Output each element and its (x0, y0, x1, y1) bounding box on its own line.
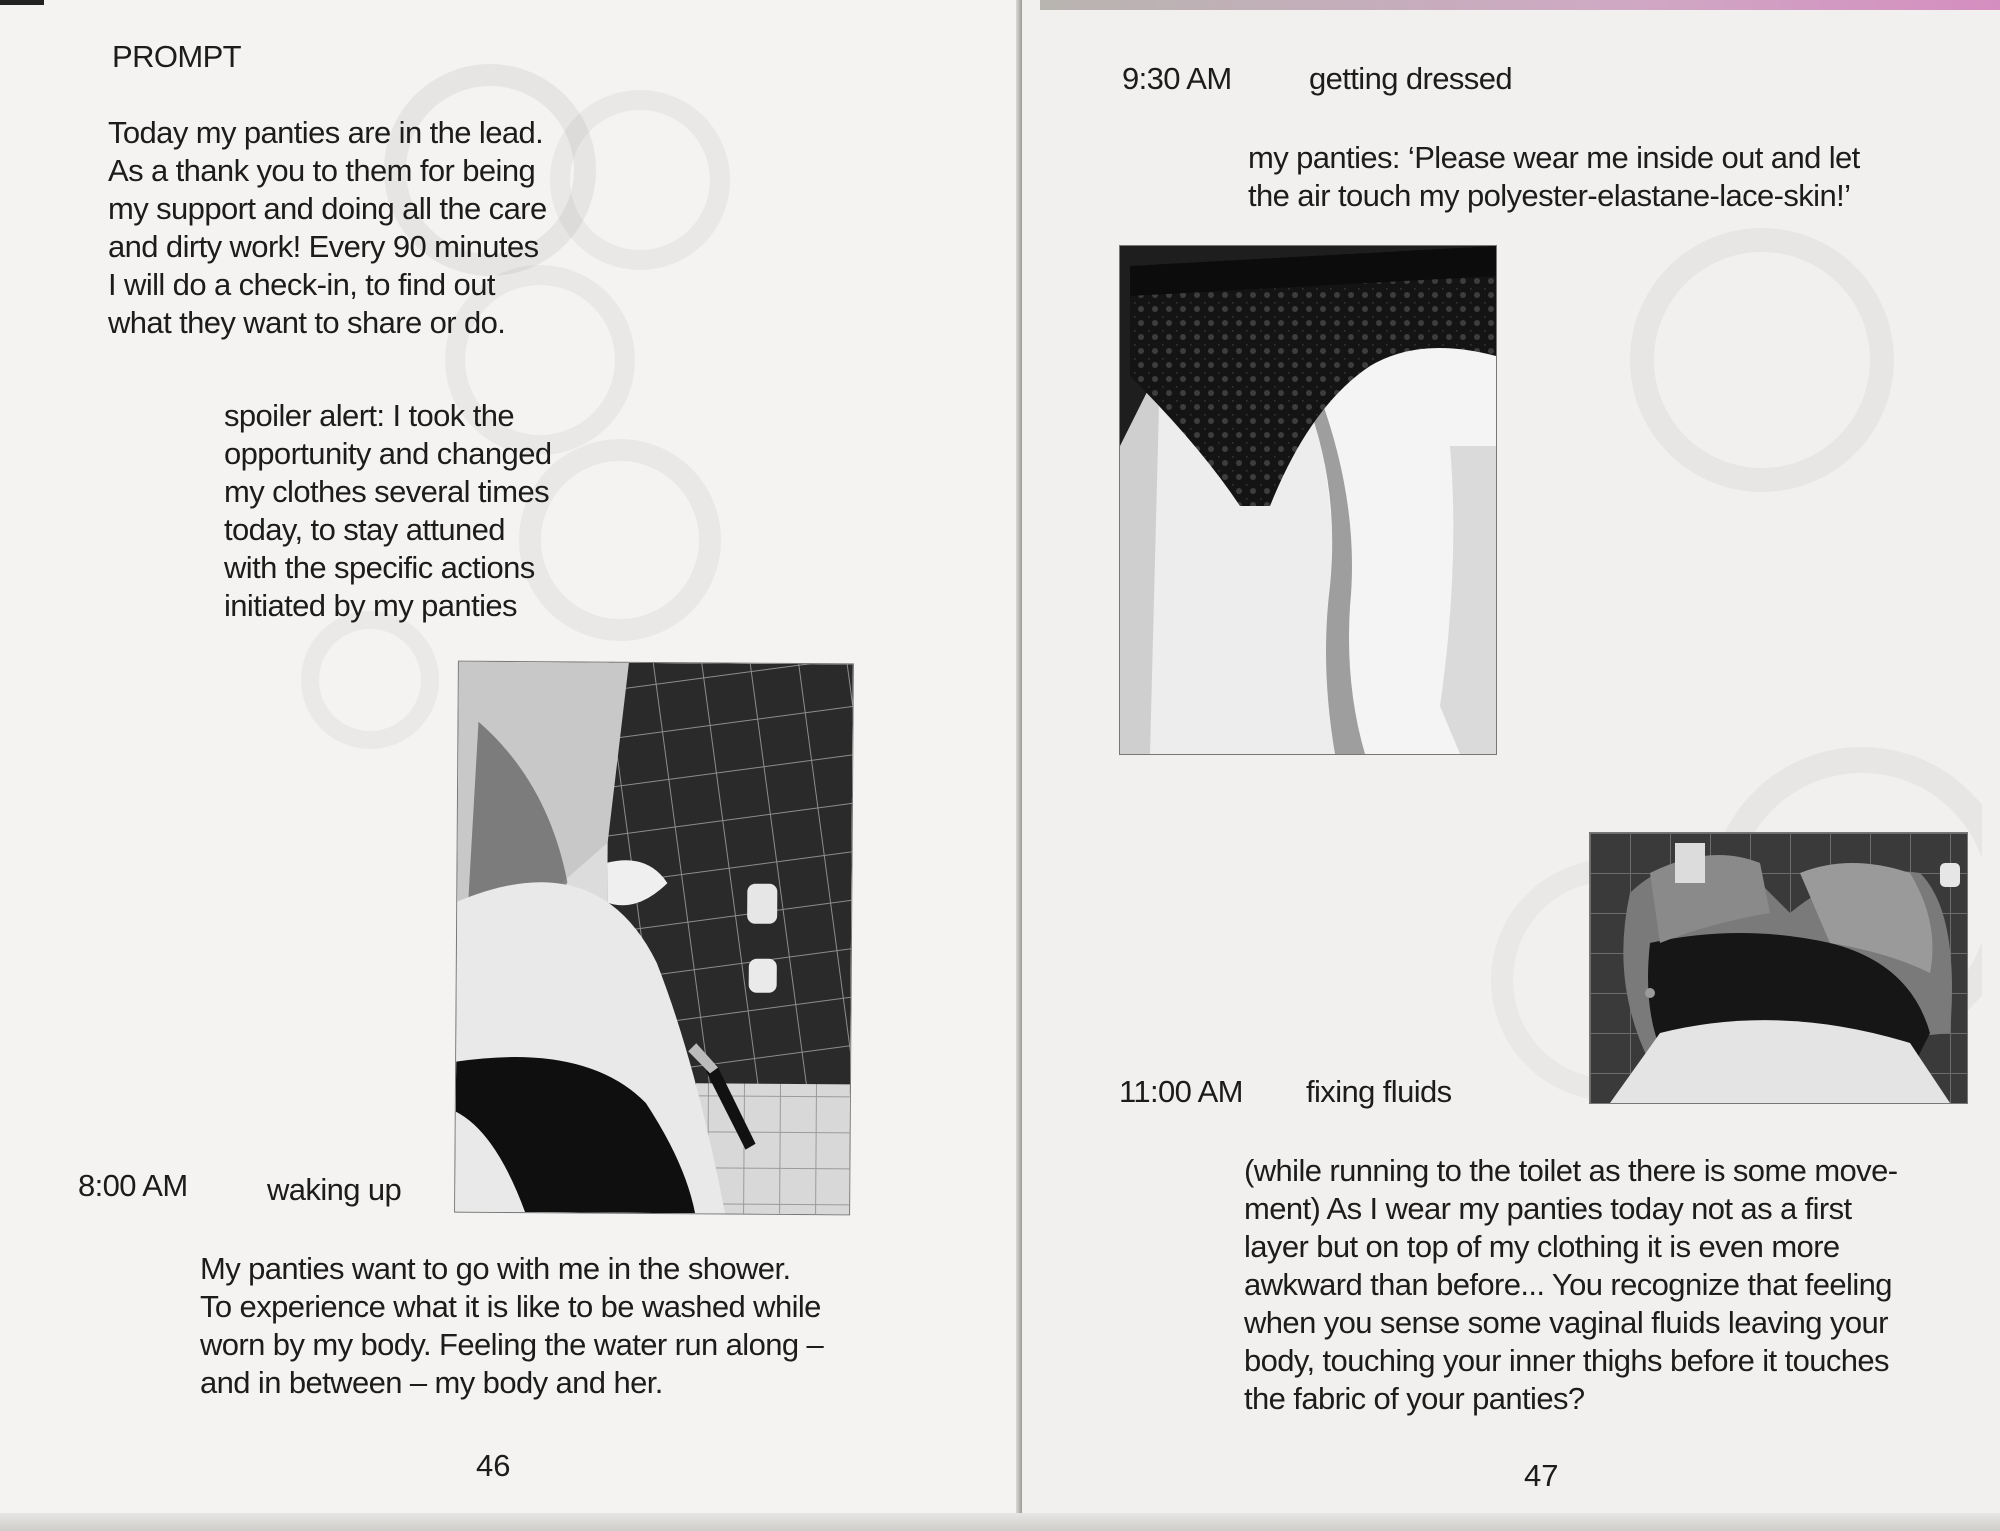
body-line: awkward than before... You recognize that feeling (1244, 1267, 1892, 1302)
lace-panties-photo (1119, 245, 1497, 755)
body-line: layer but on top of my clothing it is even more (1244, 1229, 1840, 1264)
intro-line: and dirty work! Every 90 minutes (108, 229, 539, 264)
toilet-illustration (1590, 833, 1967, 1103)
entry-time: 9:30 AM (1122, 61, 1232, 96)
corner-mark (0, 0, 44, 5)
body-line: My panties want to go with me in the shower. (200, 1251, 791, 1286)
page-number-left: 46 (476, 1448, 511, 1483)
body-line: and in between – my body and her. (200, 1365, 663, 1400)
top-edge (1040, 0, 2000, 10)
intro-paragraph (108, 114, 628, 342)
spoiler-line: today, to stay attuned (224, 512, 505, 547)
entry-title: waking up (267, 1172, 402, 1207)
spoiler-line: spoiler alert: I took the (224, 398, 514, 433)
body-line: (while running to the toilet as there is some move- (1244, 1153, 1898, 1188)
body-line: my panties: ‘Please wear me inside out and let (1248, 140, 1860, 175)
body-line: worn by my body. Feeling the water run along – (200, 1327, 824, 1362)
intro-line: I will do a check-in, to find out (108, 267, 495, 302)
entry-930-body (1248, 139, 1948, 215)
entry-8am-body (200, 1250, 900, 1402)
entry-title: getting dressed (1309, 61, 1512, 96)
spoiler-line: opportunity and changed (224, 436, 552, 471)
entry-8am-header (78, 1167, 478, 1205)
shower-photo-illustration (455, 662, 853, 1215)
spoiler-line: initiated by my panties (224, 588, 517, 623)
heading-text: PROMPT (112, 39, 242, 74)
spoiler-line: my clothes several times (224, 474, 549, 509)
intro-line: Today my panties are in the lead. (108, 115, 544, 150)
body-line: To experience what it is like to be washed while (200, 1289, 821, 1324)
intro-line: my support and doing all the care (108, 191, 547, 226)
body-line: the fabric of your panties? (1244, 1381, 1585, 1416)
body-line: the air touch my polyester-elastane-lace-skin!’ (1248, 178, 1851, 213)
body-line: ment) As I wear my panties today not as a first (1244, 1191, 1852, 1226)
entry-time: 8:00 AM (78, 1168, 188, 1203)
prompt-heading (112, 38, 241, 76)
lace-panties-illustration (1120, 246, 1496, 754)
intro-line: As a thank you to them for being (108, 153, 536, 188)
entry-1100-header (1119, 1073, 1619, 1111)
entry-930-header (1122, 60, 1622, 98)
body-line: body, touching your inner thighs before it touches (1244, 1343, 1889, 1378)
spoiler-line: with the specific actions (224, 550, 535, 585)
shower-photo (454, 661, 854, 1216)
bottom-edge (0, 1513, 2000, 1531)
body-line: when you sense some vaginal fluids leaving your (1244, 1305, 1888, 1340)
entry-title: fixing fluids (1306, 1074, 1452, 1109)
entry-time: 11:00 AM (1119, 1074, 1243, 1109)
spoiler-paragraph (224, 397, 624, 625)
page-number-right: 47 (1524, 1458, 1559, 1493)
entry-1100-body (1244, 1152, 1974, 1418)
toilet-photo (1589, 832, 1968, 1104)
right-page (1022, 0, 2000, 1531)
intro-line: what they want to share or do. (108, 305, 506, 340)
